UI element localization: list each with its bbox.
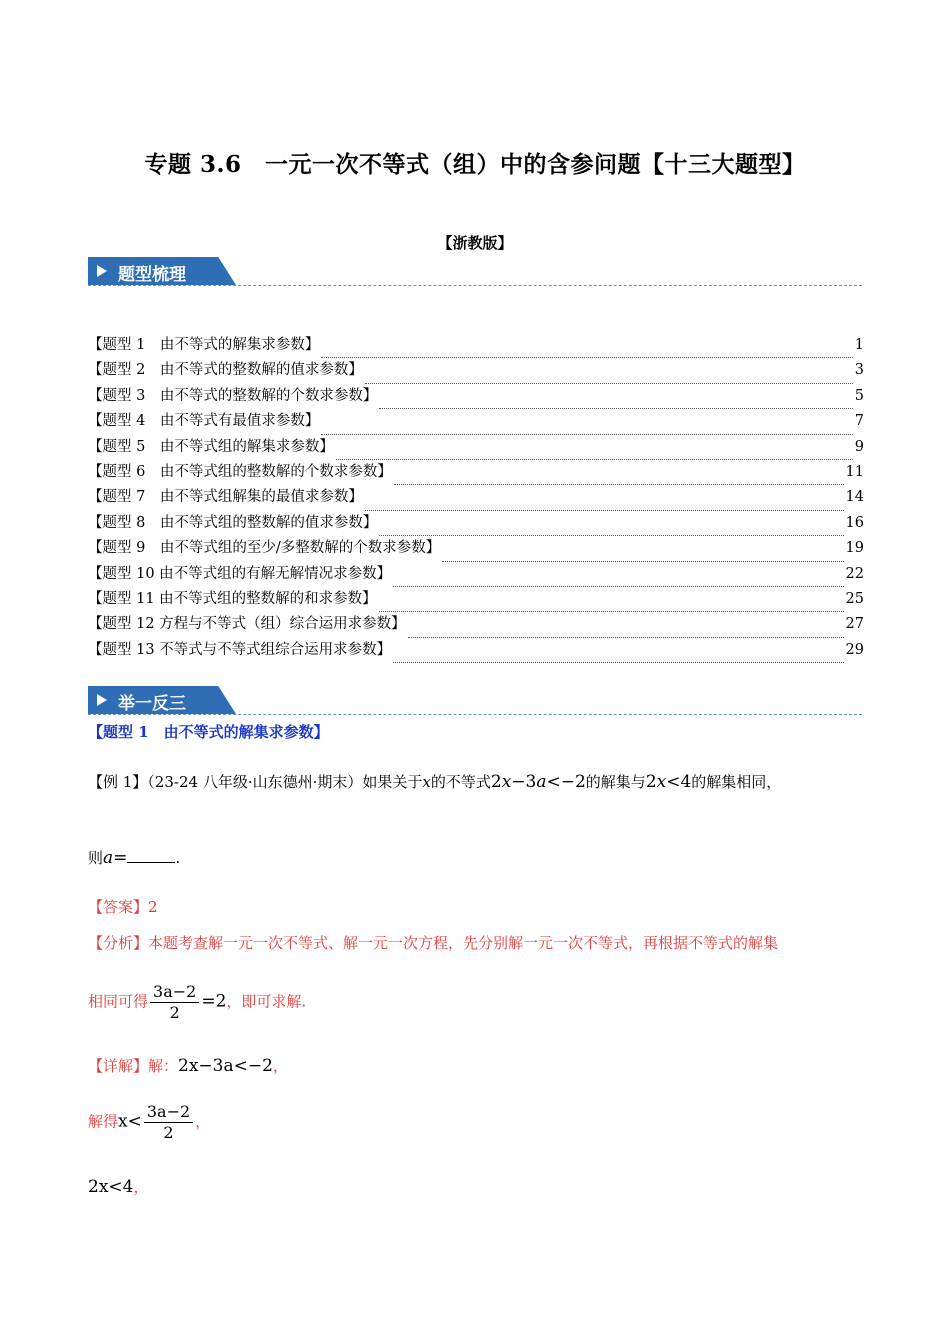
play-triangle-icon (97, 265, 107, 277)
toc-item-label: 【题型 3 由不等式的整数解的个数求参数】 (88, 387, 378, 404)
page-title: 专题 3.6 一元一次不等式（组）中的含参问题【十三大题型】 (144, 151, 806, 178)
toc-item[interactable] (88, 612, 864, 637)
detail-line: 【详解】解：2x−3a<−2， (88, 1056, 288, 1076)
toc-item-label: 【题型 8 由不等式组的整数解的值求参数】 (88, 514, 378, 531)
toc-leader-dots (365, 493, 844, 511)
toc-leader-dots (365, 366, 853, 384)
toc-leader-dots (408, 620, 844, 638)
detail-line-3: 2x<4， (88, 1177, 149, 1197)
toc-leader-dots (379, 518, 843, 536)
toc-item[interactable] (88, 587, 864, 612)
toc-leader-dots (379, 594, 844, 612)
toc-item-page: 7 (854, 413, 864, 430)
toc-item[interactable] (88, 485, 864, 510)
toc-item[interactable] (88, 536, 864, 561)
toc-item-page: 1 (854, 336, 864, 353)
toc-item-label: 【题型 7 由不等式组解集的最值求参数】 (88, 489, 363, 506)
divider (88, 285, 862, 286)
toc-item-page: 3 (854, 362, 864, 379)
toc-item[interactable] (88, 562, 864, 587)
table-of-contents (88, 333, 864, 663)
toc-item-page: 29 (845, 641, 864, 658)
toc-item[interactable] (88, 333, 864, 358)
toc-leader-dots (394, 467, 844, 485)
answer-blank (127, 848, 175, 863)
toc-item-page: 27 (845, 616, 864, 633)
toc-item[interactable] (88, 409, 864, 434)
example-question: 【例 1】（23-24 八年级·山东德州·期末）如果关于x的不等式2x−3a<−2的解集与2x<4的解集相同， (88, 772, 782, 792)
toc-leader-dots (393, 569, 843, 587)
toc-item-label: 【题型 10 由不等式组的有解无解情况求参数】 (88, 565, 392, 582)
edition-label: 【浙教版】 (437, 234, 513, 252)
section-banner-examples: 举一反三 (88, 686, 238, 716)
divider (88, 714, 862, 715)
toc-leader-dots (321, 417, 852, 435)
analysis-line-2: 相同可得 $\frac{3a-2}{2}$ =2，即可求解. (88, 982, 307, 1022)
toc-leader-dots (336, 442, 853, 460)
toc-leader-dots (321, 340, 852, 358)
toc-item-label: 【题型 2 由不等式的整数解的值求参数】 (88, 362, 363, 379)
toc-item[interactable] (88, 638, 864, 663)
toc-item[interactable] (88, 460, 864, 485)
analysis-line: 【分析】本题考查解一元一次不等式、解一元一次方程，先分别解一元一次不等式，再根据不等式的解集 (88, 934, 779, 952)
toc-item[interactable] (88, 511, 864, 536)
toc-item-label: 【题型 12 方程与不等式（组）综合运用求参数】 (88, 616, 406, 633)
toc-item-page: 9 (854, 438, 864, 455)
toc-item[interactable] (88, 384, 864, 409)
play-triangle-icon (97, 694, 107, 706)
toc-item-page: 22 (845, 565, 864, 582)
toc-item[interactable] (88, 358, 864, 383)
toc-item-label: 【题型 13 不等式与不等式组综合运用求参数】 (88, 641, 392, 658)
toc-item-page: 14 (845, 489, 864, 506)
answer-line: 【答案】2 (88, 898, 158, 916)
toc-item-page: 16 (845, 514, 864, 531)
section-banner-overview: 题型梳理 (88, 257, 238, 287)
toc-item-page: 19 (845, 540, 864, 557)
toc-leader-dots (393, 645, 843, 663)
toc-item-label: 【题型 6 由不等式组的整数解的个数求参数】 (88, 463, 392, 480)
example-question-blank: 则a= . (88, 848, 181, 868)
toc-leader-dots (442, 544, 843, 562)
toc-leader-dots (379, 391, 852, 409)
toc-item-label: 【题型 1 由不等式的解集求参数】 (88, 336, 320, 353)
toc-item-label: 【题型 9 由不等式组的至少/多整数解的个数求参数】 (88, 540, 441, 557)
detail-line-2: 解得x< $\frac{3a-2}{2}$ ， (88, 1102, 211, 1142)
toc-item-page: 5 (854, 387, 864, 404)
toc-item-label: 【题型 5 由不等式组的解集求参数】 (88, 438, 334, 455)
toc-item-label: 【题型 11 由不等式组的整数解的和求参数】 (88, 590, 377, 607)
toc-item-label: 【题型 4 由不等式有最值求参数】 (88, 413, 320, 430)
section-title: 【题型 1 由不等式的解集求参数】 (88, 723, 329, 741)
toc-item-page: 11 (845, 463, 864, 480)
toc-item[interactable] (88, 435, 864, 460)
toc-item-page: 25 (845, 590, 864, 607)
